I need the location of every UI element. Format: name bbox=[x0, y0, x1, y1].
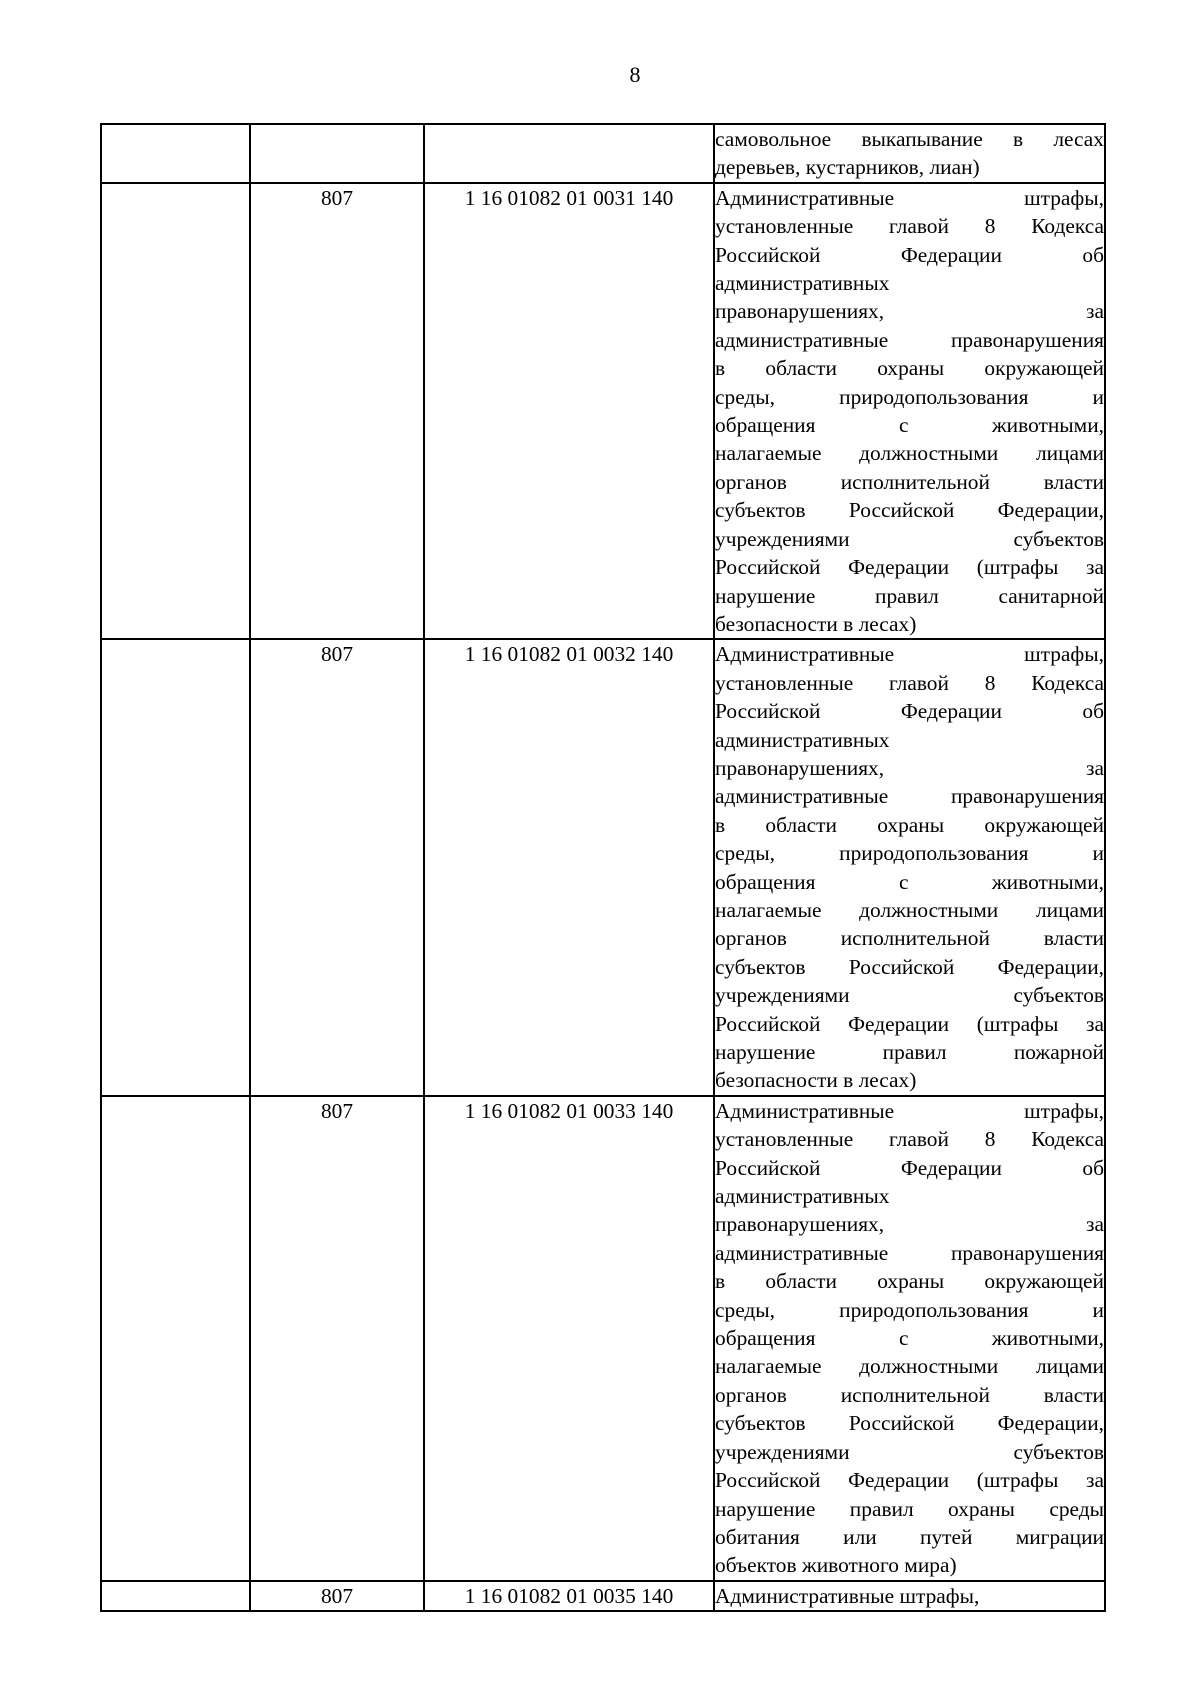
admin-code-cell: 807 bbox=[250, 1581, 424, 1611]
admin-code-cell: 807 bbox=[250, 639, 424, 1096]
page-number: 8 bbox=[629, 62, 641, 87]
description-line: органов исполнительной власти bbox=[715, 1382, 1104, 1407]
description-line: в области охраны окружающей bbox=[715, 356, 1104, 381]
kbk-code-cell: 1 16 01082 01 0032 140 bbox=[424, 639, 714, 1096]
empty-cell bbox=[101, 124, 250, 183]
description-cell bbox=[714, 1581, 1105, 1611]
description-line: Административные штрафы, bbox=[715, 1583, 980, 1608]
kbk-code-cell: 1 16 01082 01 0031 140 bbox=[424, 183, 714, 640]
description-line: самовольное выкапывание в лесах bbox=[715, 127, 1104, 151]
empty-cell bbox=[101, 183, 250, 640]
description-line: субъектов Российской Федерации, bbox=[715, 498, 1104, 523]
description-line: Российской Федерации (штрафы за bbox=[715, 555, 1104, 580]
description-line: среды, природопользования и bbox=[715, 384, 1104, 409]
description-line: налагаемые должностными лицами bbox=[715, 1354, 1104, 1379]
description-line: обращения с животными, bbox=[715, 869, 1104, 894]
table-row bbox=[101, 124, 1105, 183]
description-line: Российской Федерации об bbox=[715, 1155, 1104, 1180]
description-line: правонарушениях, за bbox=[715, 1212, 1104, 1237]
table-row bbox=[101, 183, 1105, 640]
description-line: субъектов Российской Федерации, bbox=[715, 954, 1104, 979]
description-line: административные правонарушения bbox=[715, 327, 1104, 352]
description-line: Российской Федерации (штрафы за bbox=[715, 1011, 1104, 1036]
description-cell bbox=[714, 1096, 1105, 1581]
kbk-code-cell: 1 16 01082 01 0033 140 bbox=[424, 1096, 714, 1581]
description-line: органов исполнительной власти bbox=[715, 469, 1104, 494]
description-line: Административные штрафы, bbox=[715, 642, 1104, 667]
description-line: налагаемые должностными лицами bbox=[715, 897, 1104, 922]
description-line: деревьев, кустарников, лиан) bbox=[715, 155, 980, 180]
description-line: в области охраны окружающей bbox=[715, 812, 1104, 837]
description-line: установленные главой 8 Кодекса bbox=[715, 214, 1104, 239]
admin-code-cell: 807 bbox=[250, 1096, 424, 1581]
empty-cell bbox=[101, 1096, 250, 1581]
description-cell bbox=[714, 183, 1105, 640]
description-line: объектов животного мира) bbox=[715, 1553, 957, 1578]
description-cell bbox=[714, 124, 1105, 183]
table-row bbox=[101, 1581, 1105, 1611]
empty-cell bbox=[101, 639, 250, 1096]
description-line: административные правонарушения bbox=[715, 784, 1104, 809]
description-line: среды, природопользования и bbox=[715, 1297, 1104, 1322]
description-line: органов исполнительной власти bbox=[715, 926, 1104, 951]
description-line: учреждениями субъектов bbox=[715, 526, 1104, 551]
description-line: установленные главой 8 Кодекса bbox=[715, 670, 1104, 695]
description-line: учреждениями субъектов bbox=[715, 1439, 1104, 1464]
description-line: налагаемые должностными лицами bbox=[715, 441, 1104, 466]
description-line: субъектов Российской Федерации, bbox=[715, 1411, 1104, 1436]
description-line: Административные штрафы, bbox=[715, 185, 1104, 210]
description-line: административные правонарушения bbox=[715, 1240, 1104, 1265]
description-line: Административные штрафы, bbox=[715, 1098, 1104, 1123]
description-line: обращения с животными, bbox=[715, 413, 1104, 438]
description-cell bbox=[714, 639, 1105, 1096]
description-line: обитания или путей миграции bbox=[715, 1524, 1104, 1549]
description-line: обращения с животными, bbox=[715, 1326, 1104, 1351]
description-line: административных bbox=[715, 1184, 890, 1209]
budget-classification-table bbox=[100, 123, 1106, 1612]
description-line: административных bbox=[715, 727, 890, 752]
description-line: нарушение правил пожарной bbox=[715, 1040, 1104, 1064]
empty-cell bbox=[101, 1581, 250, 1611]
kbk-code-cell bbox=[424, 124, 714, 183]
description-line: нарушение правил охраны среды bbox=[715, 1496, 1104, 1521]
kbk-code-cell: 1 16 01082 01 0035 140 bbox=[424, 1581, 714, 1611]
admin-code-cell bbox=[250, 124, 424, 183]
description-line: установленные главой 8 Кодекса bbox=[715, 1127, 1104, 1152]
description-line: правонарушениях, за bbox=[715, 755, 1104, 780]
description-line: среды, природопользования и bbox=[715, 841, 1104, 866]
description-line: учреждениями субъектов bbox=[715, 983, 1104, 1008]
description-line: безопасности в лесах) bbox=[715, 611, 917, 636]
description-line: безопасности в лесах) bbox=[715, 1068, 917, 1093]
table-row bbox=[101, 639, 1105, 1096]
admin-code-cell: 807 bbox=[250, 183, 424, 640]
table-row bbox=[101, 1096, 1105, 1581]
description-line: административных bbox=[715, 271, 890, 296]
description-line: Российской Федерации (штрафы за bbox=[715, 1468, 1104, 1493]
description-line: Российской Федерации об bbox=[715, 699, 1104, 724]
description-line: в области охраны окружающей bbox=[715, 1269, 1104, 1294]
description-line: нарушение правил санитарной bbox=[715, 583, 1104, 608]
description-line: Российской Федерации об bbox=[715, 242, 1104, 267]
description-line: правонарушениях, за bbox=[715, 299, 1104, 324]
